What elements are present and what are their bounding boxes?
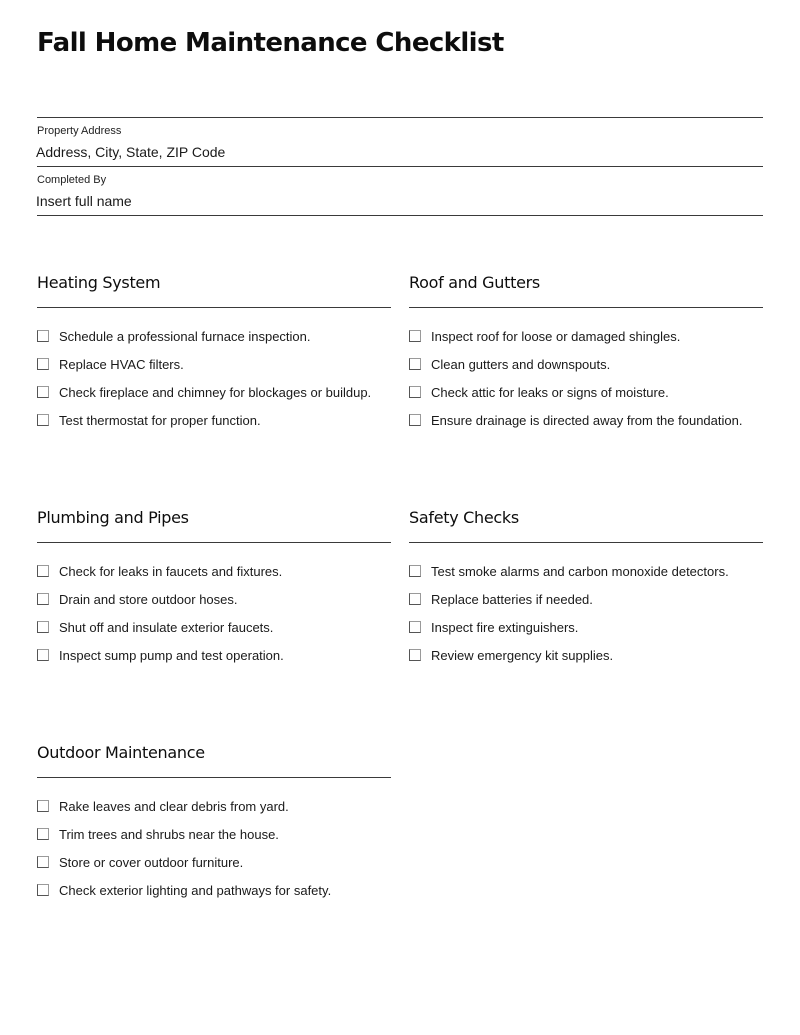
checklist — [409, 557, 763, 669]
checkbox[interactable] — [409, 649, 421, 661]
checklist-item[interactable] — [37, 322, 391, 350]
checkbox[interactable] — [409, 414, 421, 426]
page-title: Fall Home Maintenance Checklist — [37, 28, 504, 58]
checklist-item-label: Clean gutters and downspouts. — [431, 356, 611, 372]
section-roof-and-gutters — [409, 271, 763, 434]
section-divider — [37, 542, 391, 543]
checklist-item-label: Inspect roof for loose or damaged shingles. — [431, 328, 681, 344]
checklist-item[interactable] — [409, 350, 763, 378]
checklist-item-label: Rake leaves and clear debris from yard. — [59, 798, 289, 814]
checklist-item-label: Review emergency kit supplies. — [431, 647, 614, 663]
completed-by-label: Completed By — [37, 174, 107, 186]
checklist-item-label: Test thermostat for proper function. — [59, 412, 261, 428]
checkbox[interactable] — [409, 358, 421, 370]
section-title: Outdoor Maintenance — [37, 743, 205, 762]
checkbox[interactable] — [37, 386, 49, 398]
checklist-item[interactable] — [37, 641, 391, 669]
checklist-item[interactable] — [409, 322, 763, 350]
checklist-item[interactable] — [37, 350, 391, 378]
section-plumbing-and-pipes — [37, 506, 391, 669]
checklist-item-label: Check for leaks in faucets and fixtures. — [59, 563, 283, 579]
section-divider — [37, 777, 391, 778]
checklist-item[interactable] — [37, 820, 391, 848]
checkbox[interactable] — [37, 330, 49, 342]
property-info-form — [37, 117, 763, 216]
property-address-label: Property Address — [37, 125, 122, 137]
checkbox[interactable] — [37, 800, 49, 812]
section-title: Heating System — [37, 273, 161, 292]
checklist — [409, 322, 763, 434]
checkbox[interactable] — [37, 358, 49, 370]
checklist-item[interactable] — [409, 378, 763, 406]
section-title: Plumbing and Pipes — [37, 508, 189, 527]
checkbox[interactable] — [37, 593, 49, 605]
checklist-item[interactable] — [409, 641, 763, 669]
checkbox[interactable] — [37, 856, 49, 868]
checklist — [37, 792, 391, 904]
property-address-field[interactable] — [37, 118, 763, 167]
checklist-item[interactable] — [37, 613, 391, 641]
section-title: Roof and Gutters — [409, 273, 540, 292]
checklist-item-label: Replace batteries if needed. — [431, 591, 593, 607]
checklist-item[interactable] — [409, 585, 763, 613]
checklist-item[interactable] — [409, 613, 763, 641]
checklist-item-label: Ensure drainage is directed away from the foundation. — [431, 412, 743, 428]
checklist-item[interactable] — [37, 406, 391, 434]
property-address-value[interactable]: Address, City, State, ZIP Code — [36, 144, 226, 160]
checklist-item-label: Check exterior lighting and pathways for safety. — [59, 882, 332, 898]
checklist-item-label: Trim trees and shrubs near the house. — [59, 826, 279, 842]
checkbox[interactable] — [409, 565, 421, 577]
checklist-item[interactable] — [37, 848, 391, 876]
checklist-item-label: Shut off and insulate exterior faucets. — [59, 619, 274, 635]
section-divider — [409, 542, 763, 543]
checkbox[interactable] — [37, 828, 49, 840]
checkbox[interactable] — [409, 330, 421, 342]
checklist-item-label: Store or cover outdoor furniture. — [59, 854, 244, 870]
checklist-item-label: Inspect fire extinguishers. — [431, 619, 579, 635]
checkbox[interactable] — [37, 884, 49, 896]
checklist-item[interactable] — [37, 792, 391, 820]
checkbox[interactable] — [37, 649, 49, 661]
checklist-item[interactable] — [37, 876, 391, 904]
checklist-item[interactable] — [37, 585, 391, 613]
section-divider — [37, 307, 391, 308]
checklist-item[interactable] — [37, 557, 391, 585]
checklist — [37, 557, 391, 669]
section-heating-system — [37, 271, 391, 434]
checklist-item[interactable] — [37, 378, 391, 406]
checklist-item-label: Inspect sump pump and test operation. — [59, 647, 284, 663]
checkbox[interactable] — [37, 565, 49, 577]
checklist-item[interactable] — [409, 406, 763, 434]
checkbox[interactable] — [37, 621, 49, 633]
checklist-item-label: Drain and store outdoor hoses. — [59, 591, 238, 607]
checklist-item-label: Check attic for leaks or signs of moisture. — [431, 384, 669, 400]
checklist-item-label: Schedule a professional furnace inspection. — [59, 328, 311, 344]
checkbox[interactable] — [409, 386, 421, 398]
checklist-item-label: Test smoke alarms and carbon monoxide detectors. — [431, 563, 729, 579]
completed-by-field[interactable] — [37, 167, 763, 216]
checkbox[interactable] — [409, 621, 421, 633]
checkbox[interactable] — [409, 593, 421, 605]
completed-by-value[interactable]: Insert full name — [36, 193, 132, 209]
checklist-item[interactable] — [409, 557, 763, 585]
checklist-item-label: Check fireplace and chimney for blockages or buildup. — [59, 384, 372, 400]
section-title: Safety Checks — [409, 508, 519, 527]
section-safety-checks — [409, 506, 763, 669]
section-outdoor-maintenance — [37, 741, 391, 904]
checklist-item-label: Replace HVAC filters. — [59, 356, 184, 372]
checkbox[interactable] — [37, 414, 49, 426]
checklist — [37, 322, 391, 434]
section-divider — [409, 307, 763, 308]
